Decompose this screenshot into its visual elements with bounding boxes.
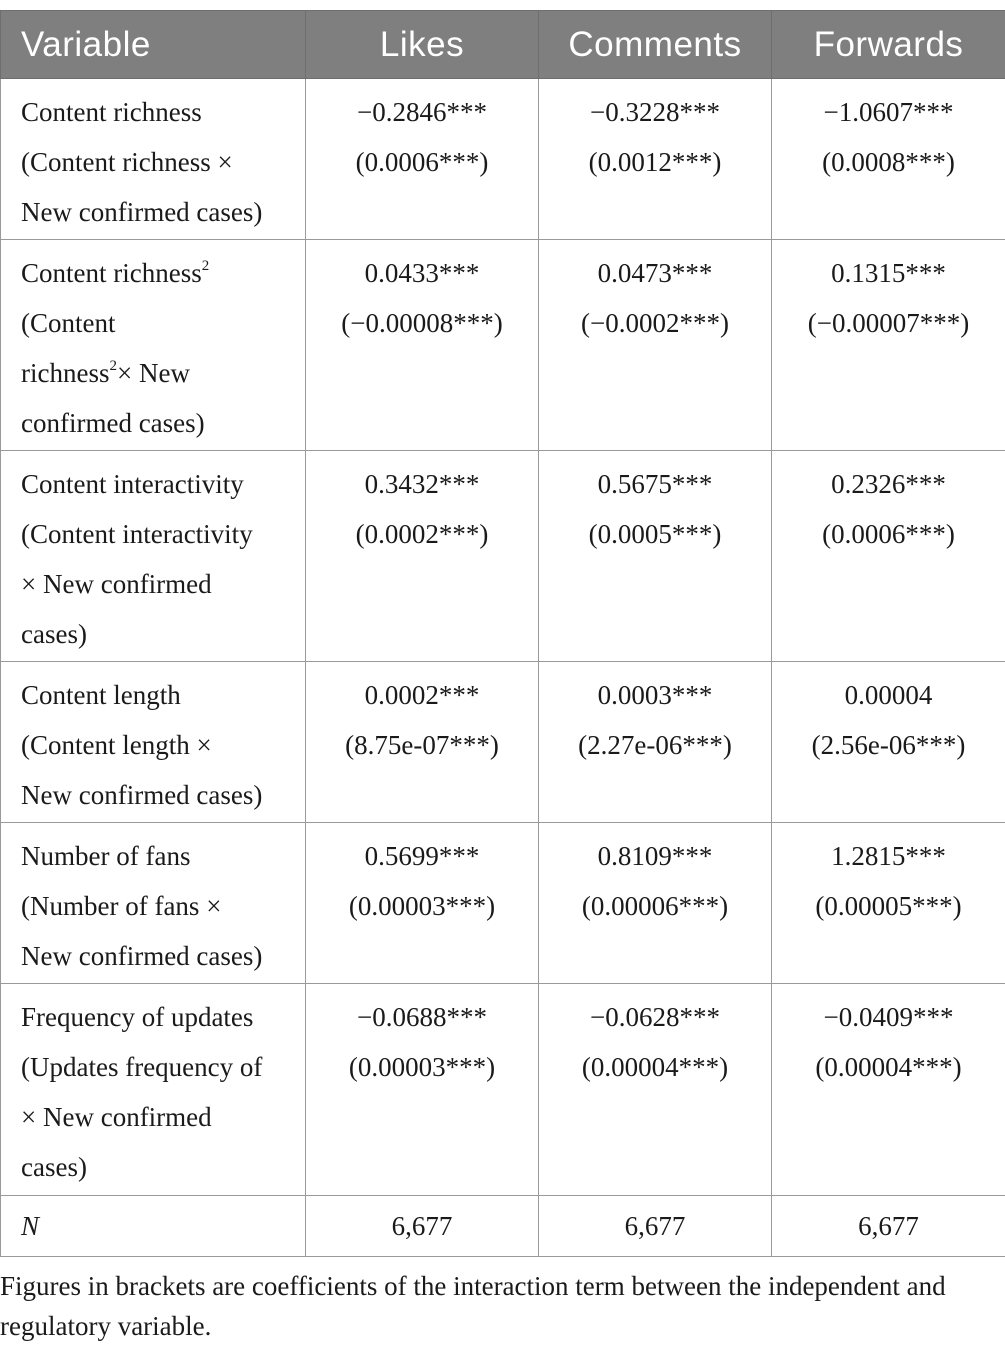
variable-cell: Content richness$^2$ (Content richness$^2$× New confirmed cases) xyxy=(1,240,306,451)
comments-cell: 0.5675*** (0.0005***) xyxy=(539,451,772,662)
header-likes: Likes xyxy=(306,11,539,79)
table-row xyxy=(1,662,1005,823)
forwards-cell: 1.2815*** (0.00005***) xyxy=(772,823,1005,984)
variable-cell: Number of fans (Number of fans × New confirmed cases) xyxy=(1,823,306,984)
comments-n-cell: 6,677 xyxy=(539,1196,772,1257)
comments-cell: 0.0003*** (2.27e-06***) xyxy=(539,662,772,823)
table-row xyxy=(1,79,1005,240)
variable-cell: Frequency of updates (Updates frequency of × New confirmed cases) xyxy=(1,984,306,1196)
regression-table xyxy=(0,10,1005,1257)
table-row xyxy=(1,451,1005,662)
likes-cell: −0.2846*** (0.0006***) xyxy=(306,79,539,240)
table-row xyxy=(1,984,1005,1196)
header-comments: Comments xyxy=(539,11,772,79)
likes-cell: 0.0002*** (8.75e-07***) xyxy=(306,662,539,823)
likes-cell: 0.5699*** (0.00003***) xyxy=(306,823,539,984)
variable-cell: Content interactivity (Content interactivity × New confirmed cases) xyxy=(1,451,306,662)
sample-size-label: N xyxy=(1,1196,306,1257)
forwards-cell: −1.0607*** (0.0008***) xyxy=(772,79,1005,240)
likes-cell: 0.3432*** (0.0002***) xyxy=(306,451,539,662)
forwards-cell: 0.00004 (2.56e-06***) xyxy=(772,662,1005,823)
likes-n-cell: 6,677 xyxy=(306,1196,539,1257)
header-row xyxy=(1,11,1005,79)
sample-size-row xyxy=(1,1196,1005,1257)
comments-cell: 0.0473*** (−0.0002***) xyxy=(539,240,772,451)
likes-cell: 0.0433*** (−0.00008***) xyxy=(306,240,539,451)
variable-cell: Content length (Content length × New confirmed cases) xyxy=(1,662,306,823)
variable-cell: Content richness (Content richness × New confirmed cases) xyxy=(1,79,306,240)
header-forwards: Forwards xyxy=(772,11,1005,79)
forwards-cell: 0.2326*** (0.0006***) xyxy=(772,451,1005,662)
forwards-n-cell: 6,677 xyxy=(772,1196,1005,1257)
table-footnote: Figures in brackets are coefficients of the interaction term between the independent and regulatory variable. xyxy=(0,1271,946,1341)
comments-cell: −0.3228*** (0.0012***) xyxy=(539,79,772,240)
header-variable: Variable xyxy=(1,11,306,79)
forwards-cell: 0.1315*** (−0.00007***) xyxy=(772,240,1005,451)
table-row xyxy=(1,240,1005,451)
comments-cell: 0.8109*** (0.00006***) xyxy=(539,823,772,984)
table-row xyxy=(1,823,1005,984)
forwards-cell: −0.0409*** (0.00004***) xyxy=(772,984,1005,1196)
comments-cell: −0.0628*** (0.00004***) xyxy=(539,984,772,1196)
likes-cell: −0.0688*** (0.00003***) xyxy=(306,984,539,1196)
